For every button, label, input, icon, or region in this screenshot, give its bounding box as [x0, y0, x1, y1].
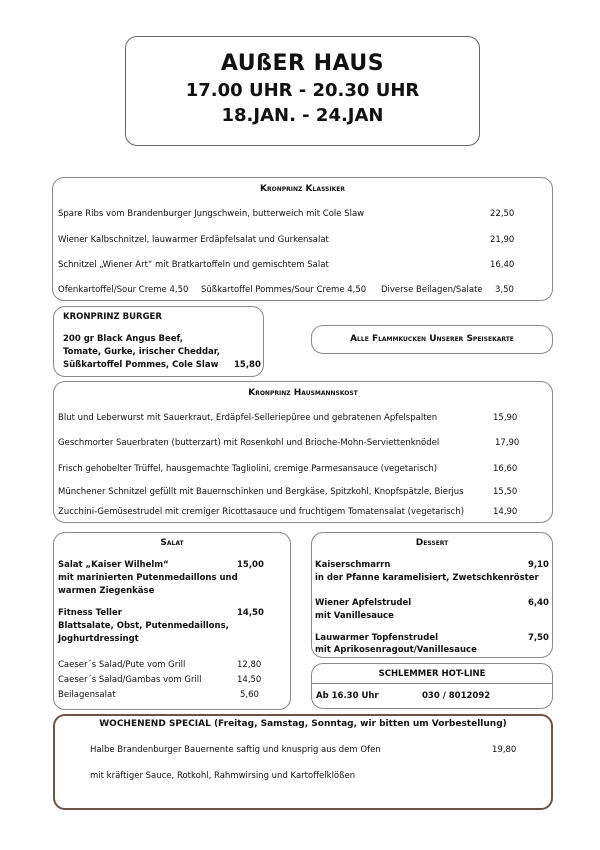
- item-price: 15,50: [493, 487, 518, 497]
- special-line: Halbe Brandenburger Bauernente saftig und knusprig aus dem Ofen: [90, 745, 381, 755]
- section-title: WOCHENEND SPECIAL (Freitag, Samstag, Sonntag, wir bitten um Vorbestellung): [99, 719, 507, 729]
- section-flammkuchen: [311, 325, 553, 354]
- menu-item: Caeser´s Salad/Pute vom Grill: [58, 660, 186, 670]
- menu-title: AUßER HAUS: [220, 51, 385, 76]
- item-price: 9,10: [528, 560, 549, 570]
- item-price: 21,90: [490, 235, 515, 245]
- menu-item: Beilagensalat: [58, 690, 116, 700]
- menu-dates: 18.JAN. - 24.JAN: [221, 105, 384, 126]
- menu-item: Münchener Schnitzel gefüllt mit Bauernschinken und Bergkäse, Spitzkohl, Knopfspätzle, Bierjus: [58, 487, 464, 497]
- burger-line: Tomate, Gurke, irischer Cheddar,: [63, 347, 220, 357]
- menu-item: Zucchini-Gemüsestrudel mit cremiger Ricottasauce und fruchtigem Tomatensalat (vegetarisch): [58, 507, 465, 517]
- section-burger: [53, 306, 264, 377]
- special-line: mit kräftiger Sauce, Rotkohl, Rahmwirsing und Kartoffelklößen: [90, 771, 356, 781]
- dessert-line: Lauwarmer Topfenstrudel: [315, 633, 438, 643]
- salat-line: Joghurtdressingt: [58, 634, 139, 644]
- section-hausmannskost: [53, 381, 553, 523]
- item-price: 15,00: [237, 560, 264, 570]
- burger-line: 200 gr Black Angus Beef,: [63, 334, 183, 344]
- flammkuchen-label: Alle Flammkucken Unserer Speisekarte: [350, 334, 514, 344]
- section-title: SCHLEMMER HOT-LINE: [378, 669, 486, 679]
- item-price: 15,90: [493, 413, 518, 423]
- section-hotline: [311, 663, 553, 709]
- item-price: 7,50: [528, 633, 549, 643]
- menu-item: Wiener Kalbschnitzel, lauwarmer Erdäpfelsalat und Gurkensalat: [58, 235, 329, 245]
- salat-line: Fitness Teller: [58, 608, 122, 618]
- section-salat: [53, 532, 291, 710]
- section-klassiker: [52, 177, 553, 301]
- menu-item: Caeser´s Salad/Gambas vom Grill: [58, 675, 202, 685]
- burger-line: Süßkartoffel Pommes, Cole Slaw: [63, 360, 219, 370]
- item-price: 12,80: [237, 660, 262, 670]
- menu-time: 17.00 UHR - 20.30 UHR: [185, 80, 420, 101]
- item-price: 19,80: [492, 745, 517, 755]
- menu-item: Schnitzel „Wiener Art“ mit Bratkartoffeln und gemischtem Salat: [58, 260, 329, 270]
- menu-item: Frisch gehobelter Trüffel, hausgemachte Tagliolini, cremige Parmesansauce (vegetarisch): [58, 464, 438, 474]
- dessert-line: Kaiserschmarrn: [315, 560, 391, 570]
- item-price: 17,90: [495, 438, 520, 448]
- side-item: Ofenkartoffel/Sour Creme 4,50: [58, 285, 189, 295]
- menu-item: Blut und Leberwurst mit Sauerkraut, Erdäpfel-Selleriepüree und gebratenen Apfelspalten: [58, 413, 438, 423]
- item-price: 6,40: [528, 598, 549, 608]
- hotline-hours: Ab 16.30 Uhr: [316, 691, 379, 701]
- salat-line: mit marinierten Putenmedaillons und: [58, 573, 238, 583]
- side-item: Süßkartoffel Pommes/Sour Creme 4,50: [201, 285, 367, 295]
- item-price: 22,50: [490, 209, 515, 219]
- item-price: 5,60: [240, 690, 259, 700]
- item-price: 16,40: [490, 260, 515, 270]
- item-price: 3,50: [495, 285, 514, 295]
- section-wochenend-special: [53, 714, 553, 810]
- divider: [312, 683, 552, 684]
- dessert-line: in der Pfanne karamelisiert, Zwetschkenröster: [315, 573, 539, 583]
- hotline-phone: 030 / 8012092: [422, 691, 491, 701]
- item-price: 16,60: [493, 464, 518, 474]
- section-title: Salat: [160, 538, 184, 548]
- section-title: Kronprinz Hausmannskost: [248, 388, 358, 398]
- item-price: 15,80: [234, 360, 261, 370]
- salat-line: warmen Ziegenkäse: [58, 586, 155, 596]
- dessert-line: mit Aprikosenragout/Vanillesauce: [315, 645, 477, 655]
- item-price: 14,50: [237, 608, 264, 618]
- item-price: 14,90: [493, 507, 518, 517]
- section-dessert: [311, 532, 553, 658]
- section-title: KRONPRINZ BURGER: [63, 312, 162, 322]
- dessert-line: mit Vanillesauce: [315, 611, 394, 621]
- section-title: Dessert: [415, 538, 449, 548]
- section-title: Kronprinz Klassiker: [260, 184, 345, 194]
- menu-item: Spare Ribs vom Brandenburger Jungschwein, butterweich mit Cole Slaw: [58, 209, 365, 219]
- item-price: 14,50: [237, 675, 262, 685]
- salat-line: Salat „Kaiser Wilhelm“: [58, 560, 169, 570]
- dessert-line: Wiener Apfelstrudel: [315, 598, 412, 608]
- menu-item: Geschmorter Sauerbraten (butterzart) mit Rosenkohl und Brioche-Mohn-Serviettenknödel: [58, 438, 440, 448]
- side-item: Diverse Beilagen/Salate: [381, 285, 483, 295]
- header-box: [125, 36, 480, 146]
- salat-line: Blattsalate, Obst, Putenmedaillons,: [58, 621, 229, 631]
